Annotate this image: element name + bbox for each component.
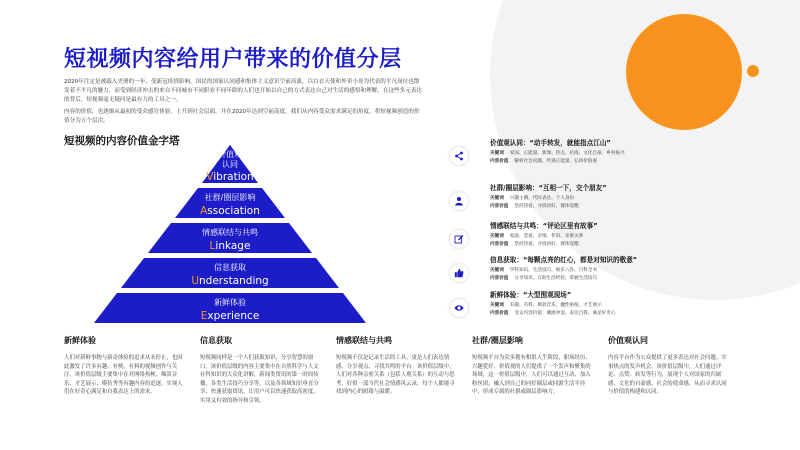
row-title: 社群/圈层影响：“互相一下，交个朋友” [490,184,607,192]
value-row-association [450,182,790,222]
level-5-label-cn: 新鲜体验 [214,298,246,307]
level-1-rest: ibration [213,171,254,183]
row-key: 关键词 [490,151,504,156]
column-body: 内容平台作为公众提供了更多表达对社会问题、实事热点的发声机会，该价值层级中，人们通过评论、点赞、转发等行为，展现个人对国家的归属感、文化的自豪感、社会的使命感，从而寻求认同与价值的构建和认同。 [608,355,727,396]
page-title: 短视频内容给用户带来的价值分层 [64,47,402,72]
column-linkage [336,335,458,397]
row-title: 情感联结与共鸣：“评论区里有故事” [490,222,598,230]
column-title: 新鲜体验 [64,336,96,345]
row-title: 价值观认同：“动手转发，就能指点江山” [490,139,611,147]
level-3-label-en [210,240,251,252]
level-2-label-en [200,205,260,217]
value-pyramid [80,145,380,325]
column-body: 短视频不仅是记录生活的工具，更是人们表达情感、分享观点、寻找共鸣的平台。该价值层级中，人们对各种亲密关系（包括人观关系）的互动与思考，好似一部当代社会情感风云录，每个人都能寻找到内心的慰藉与温暖。 [336,355,455,396]
row-key: 关键词 [490,196,504,201]
level-4-initial: U [191,275,199,287]
row-value: 坚持热爱、寻找同好、群体觉醒 [514,204,579,209]
level-1-label-en [206,171,253,183]
row-value: 分享知识、互助生活经验、掌握生活技巧 [514,276,598,281]
level-1-label-cn: 价值观 [218,150,242,159]
level-4-label-en [191,275,268,287]
level-4-rest: nderstanding [199,275,269,287]
pyramid-heading: 短视频的内容价值金字塔 [64,135,180,147]
row-value: 家庭、恋爱、亲情、怀旧、亲密关系 [509,234,584,239]
row-key: 关键词 [490,268,504,273]
column-vibration [608,335,730,397]
row-value: 受众内容价值：潮流冲浪、表达自我、满足好奇心 [514,311,616,316]
level-2-label-cn: 社群/圈层影响 [204,193,256,202]
thumbs-up-icon [450,264,468,282]
row-key: 内容价值 [490,159,509,164]
intro-text [64,78,424,129]
level-3-label-cn: 情感联结与共鸣 [202,228,258,237]
column-experience [64,335,186,397]
level-5-initial: E [200,310,208,322]
column-title: 价值观认同 [608,336,648,345]
edit-icon [450,230,468,248]
column-title: 社群/圈层影响 [472,336,523,345]
row-key: 内容价值 [490,311,509,316]
intro-paragraph-2: 内容的价值，也逐渐从最初的受众感官体验，上升到社会层面，并在2020年达到空前高度。我们从内容受众需求满足的角度，将短视频创造的价值分为五个层次。 [64,109,420,124]
row-value: 家国、正能量、新闻、热点、抗疫、文化自豪、乡村振兴 [509,151,625,156]
column-body: 短视频同样是一个人们获取知识、分享智慧的窗口。该价值层级的内容主要集中在自然科学与人文社科知识的大众化讲解，新闻类资讯的第一时间传播，各类生活技巧分享等，以及各领域知识垂直分享、快速获取资讯，让用户可以快速获取高密度、实用又有效的指导和引领。 [200,355,319,404]
level-5-label-en [201,310,260,322]
level-2-initial: A [200,205,208,217]
row-value: 解析社会问题、传递正能量、弘扬价值观 [514,159,598,164]
layer-descriptions [64,335,764,435]
orange-dot-decoration [747,65,759,77]
level-4-label-cn: 信息获取 [214,263,246,272]
row-value: 学科知识、生活技巧、娱乐八卦、百科全书 [509,268,598,273]
column-title: 情感联结与共鸣 [336,336,392,345]
orange-circle-decoration [626,14,742,130]
row-key: 内容价值 [490,204,509,209]
row-key: 关键词 [490,234,504,239]
column-title: 信息获取 [200,336,232,345]
user-icon [450,192,468,210]
level-1-label-cn-line2: 认同 [222,160,238,169]
column-association [472,335,594,397]
level-5-rest: xperience [207,310,260,322]
column-understanding [200,335,322,406]
share-icon [450,147,468,165]
level-1-initial: V [206,171,214,183]
row-value: 坚持热爱、寻找同好、群体觉醒 [514,242,579,247]
intro-paragraph-1: 2020年注定是被载入史册的一年，受新冠疫情影响，国民的国家认同感和集体主义意识空前高涨，以白衣天使和外卖小哥为代表的平凡岗位也散发着不平凡的魅力，而受到经济冲击的来自不同城市不同职业不同年龄的人们也开始以自己的方式表达自己对生活的感悟和理解，在这些多元表达的背后，短视频毫无疑问是最有力的工具之一。 [64,79,423,103]
column-body: 短视频平台为众多拥有相似人生阶段、职场经历、兴趣爱好、价值观的人们提供了一个发声和聚集的场域，这一价值层级中，人们可以通过互动、加入粉丝团，融入到自己的同好圈层或同源生活半径中，形成专属的社群或圈层影响力。 [472,355,591,396]
value-row-experience [450,289,790,329]
row-value: 有趣、有料、爆款音乐、魔性贴纸、才艺展示 [509,303,602,308]
value-row-understanding [450,254,790,294]
row-key: 关键词 [490,303,504,308]
row-value: 兴趣主播、代际表达、个人身份 [509,196,575,201]
row-key: 内容价值 [490,276,509,281]
row-key: 内容价值 [490,242,509,247]
level-2-rest: ssociation [207,205,260,217]
eye-icon [450,299,468,317]
row-title: 新鲜体验：“大型围观现场” [490,291,572,299]
level-3-rest: inkage [215,240,251,252]
column-body: 人们对新鲜事物与新奇体验的追求从未停止，也因此激发了许多有趣、有梗、有料的视频创作与关注，该价值层级主要集中在对网络热梗、爆款音乐、才艺展示、模仿秀等有趣内容的追逐，实现人们在好奇心满足和自我表达上的需求。 [64,355,183,396]
row-title: 信息获取：“每颗点亮的红心，都是对知识的敬意” [490,256,638,264]
level-3-initial: L [209,240,216,252]
value-row-vibration [450,137,790,177]
